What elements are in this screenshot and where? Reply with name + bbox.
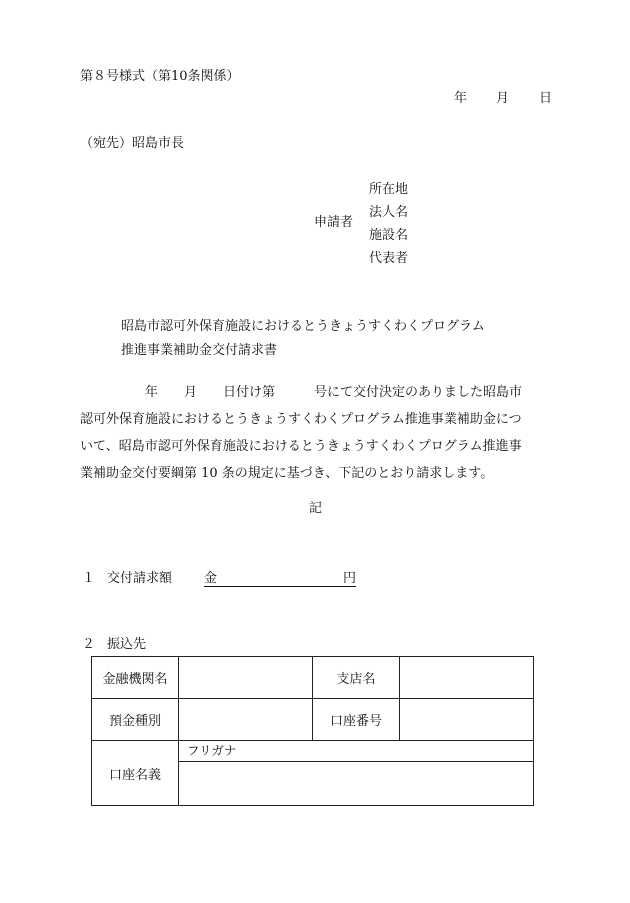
applicant-field-corporation: 法人名 [369,205,409,220]
body-line-4: 業補助金交付要綱第 10 条の規定に基づき、下記のとおり請求します。 [80,466,494,481]
furigana-field[interactable] [179,741,533,762]
bank-name-label: 金融機関名 [92,657,179,699]
account-holder-cell [179,741,534,806]
body-line-1: 年 月 日付け第 号にて交付決定のありました昭島市 [80,385,523,400]
amount-field[interactable] [204,572,356,587]
applicant-label: 申請者 [314,215,354,230]
deposit-type-field[interactable] [179,699,313,741]
amount-suffix: 円 [342,571,356,586]
account-number-field[interactable] [400,699,534,741]
ki-heading: 記 [309,501,323,516]
account-number-label: 口座番号 [313,699,400,741]
furigana-label: フリガナ [187,743,237,758]
table-row [92,657,534,699]
date-day: 日 [539,91,553,106]
date-year: 年 [454,91,468,106]
item2-number: ２ [82,637,96,652]
body-paragraph [80,379,556,487]
bank-transfer-table [91,656,534,806]
body-line-3: いて、昭島市認可外保育施設におけるとうきょうすくわくプログラム推進事 [80,439,522,454]
applicant-field-representative: 代表者 [369,251,409,266]
deposit-type-label: 預金種別 [92,699,179,741]
table-row [92,741,534,806]
table-row [92,699,534,741]
item1-label: 交付請求額 [107,571,173,586]
applicant-field-address: 所在地 [369,182,409,197]
item1-number: １ [82,571,96,586]
form-number: 第８号様式（第10条関係） [80,69,240,84]
amount-prefix: 金 [204,571,218,586]
bank-name-field[interactable] [179,657,313,699]
branch-field[interactable] [400,657,534,699]
item2-label: 振込先 [107,637,147,652]
applicant-field-facility: 施設名 [369,228,409,243]
branch-label: 支店名 [313,657,400,699]
account-holder-field[interactable] [179,762,533,805]
date-month: 月 [496,91,510,106]
addressee: （宛先）昭島市長 [80,136,185,151]
document-title-line2: 推進事業補助金交付請求書 [121,343,278,358]
document-title-line1: 昭島市認可外保育施設におけるとうきょうすくわくプログラム [121,319,485,334]
body-line-2: 認可外保育施設におけるとうきょうすくわくプログラム推進事業補助金につ [80,412,522,427]
account-holder-label: 口座名義 [92,741,179,806]
